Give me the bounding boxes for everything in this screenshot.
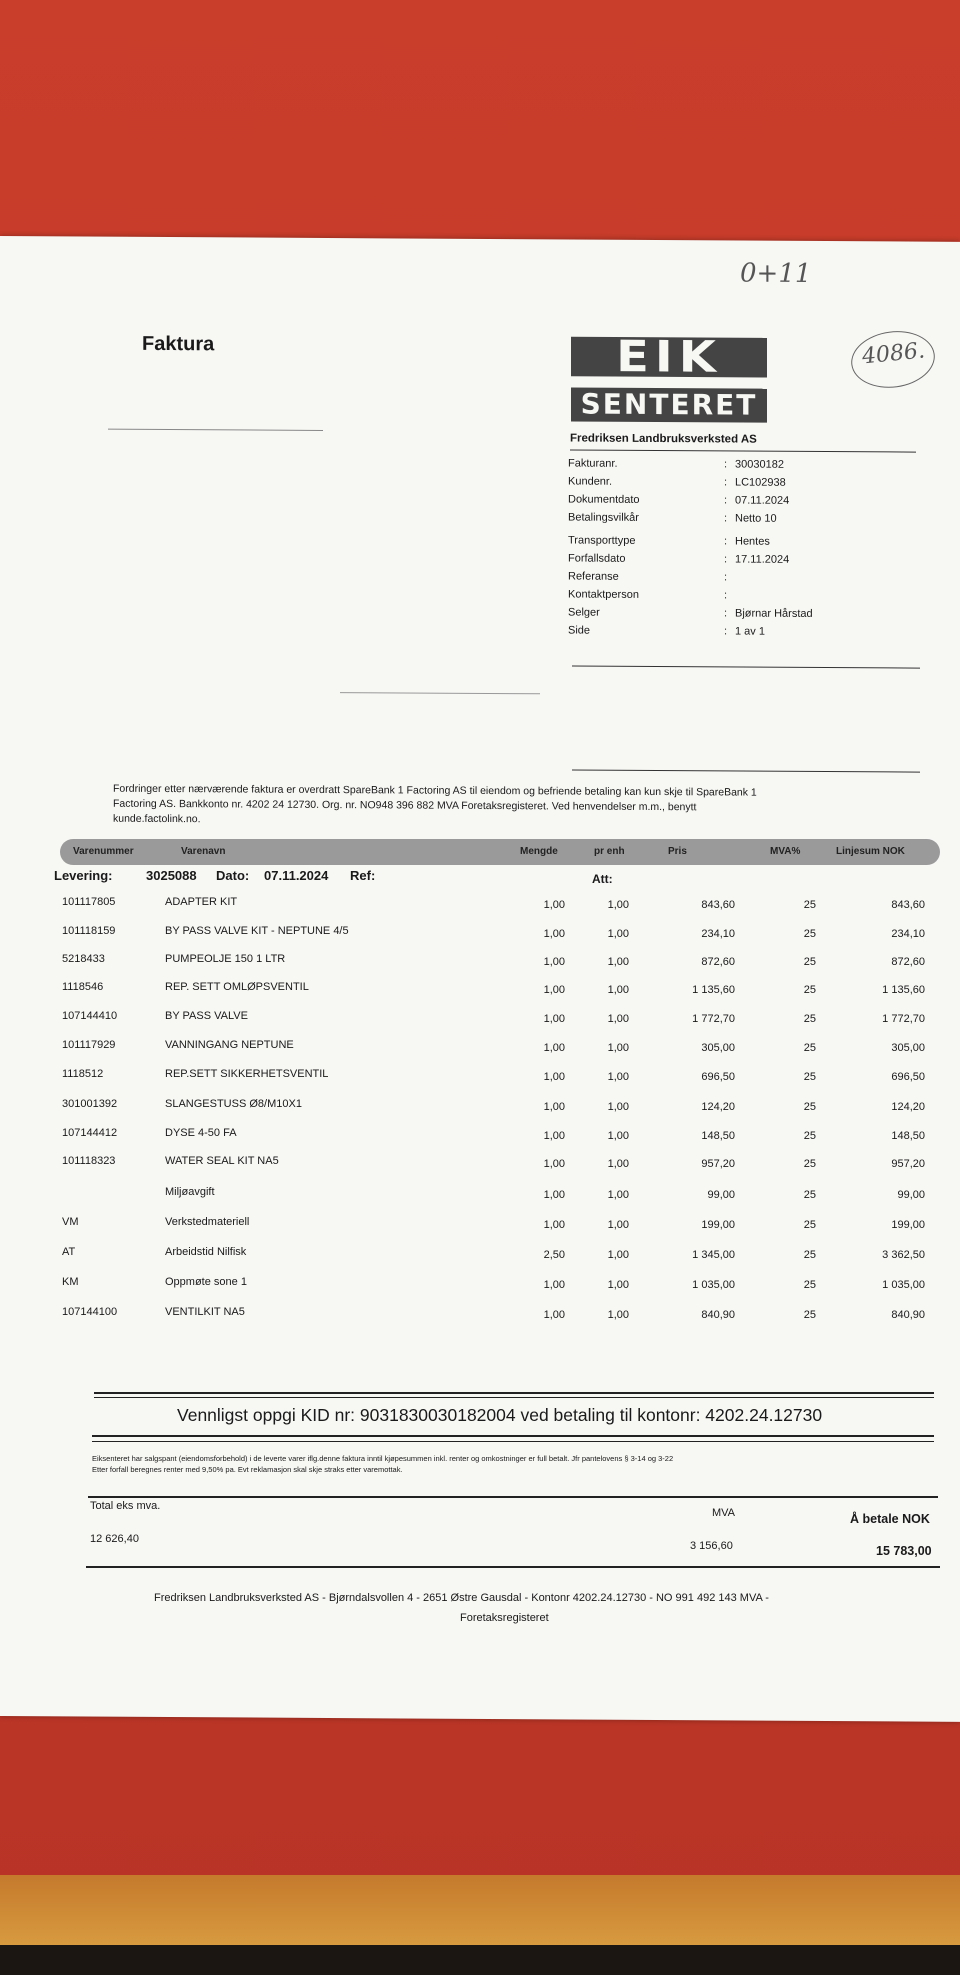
meta-label: Dokumentdato [568, 493, 640, 506]
amount-due-label: Å betale NOK [850, 1512, 930, 1526]
kid-rule-bottom [92, 1435, 934, 1437]
cell-mva: 25 [803, 1219, 816, 1231]
cell-mengde: 1,00 [543, 928, 565, 940]
cell-varenavn: DYSE 4-50 FA [165, 1127, 237, 1139]
invoice-sheet [0, 236, 960, 1722]
totals-rule-bottom [86, 1566, 940, 1568]
cell-pr-enh: 1,00 [607, 1013, 629, 1025]
footer-line-1: Fredriksen Landbruksverksted AS - Bjørndalsvollen 4 - 2651 Østre Gausdal - Kontonr 4202.24.12730 - NO 991 492 143 MVA - [154, 1592, 769, 1604]
cell-mengde: 1,00 [543, 1130, 565, 1142]
cell-mengde: 1,00 [543, 1042, 565, 1054]
cell-pr-enh: 1,00 [607, 928, 629, 940]
kid-rule-bottom-2 [92, 1441, 934, 1442]
cell-linjesum: 1 035,00 [882, 1279, 925, 1291]
cell-pr-enh: 1,00 [607, 1189, 629, 1201]
cell-pris: 957,20 [701, 1158, 735, 1170]
cell-pr-enh: 1,00 [607, 1071, 629, 1083]
cell-pris: 99,00 [707, 1189, 735, 1201]
meta-colon: : [724, 625, 728, 638]
cell-varenummer: VM [62, 1216, 79, 1228]
cell-varenummer: 107144100 [62, 1306, 118, 1318]
factoring-notice-line-1: Fordringer etter nærværende faktura er overdratt SpareBank 1 Factoring AS til eiendom og befriende betaling kan kun skje til SpareBank 1 [113, 782, 757, 799]
desk-edge [0, 1875, 960, 1945]
cell-pr-enh: 1,00 [607, 1249, 629, 1261]
delivery-date-label: Dato: [216, 868, 250, 883]
cell-linjesum: 843,60 [891, 899, 925, 911]
col-mva-pct: MVA% [770, 846, 801, 857]
cell-varenavn: REP. SETT OMLØPSVENTIL [165, 981, 309, 993]
factoring-notice-line-2: Factoring AS. Bankkonto nr. 4202 24 12730. Org. nr. NO948 396 882 MVA Foretaksregisteret. Ved henvendelser m.m., benytt [113, 797, 697, 814]
totals-rule-top [88, 1496, 938, 1498]
cell-mengde: 1,00 [543, 1279, 565, 1291]
cell-varenummer: 1118512 [62, 1068, 104, 1080]
cell-pris: 148,50 [701, 1130, 735, 1142]
cell-linjesum: 872,60 [891, 956, 925, 968]
seller-name: Fredriksen Landbruksverksted AS [570, 432, 757, 446]
delivery-label: Levering: [54, 868, 113, 883]
total-ex-vat-value: 12 626,40 [90, 1533, 139, 1545]
cell-mengde: 1,00 [543, 956, 565, 968]
cell-pris: 234,10 [701, 928, 735, 940]
col-mengde: Mengde [520, 846, 558, 857]
cell-varenummer: 5218433 [62, 953, 105, 965]
cell-mva: 25 [803, 1013, 816, 1025]
cell-pr-enh: 1,00 [607, 956, 629, 968]
cell-pr-enh: 1,00 [607, 899, 629, 911]
meta-label: Forfallsdato [568, 552, 626, 565]
delivery-date: 07.11.2024 [264, 868, 329, 883]
meta-colon: : [724, 476, 728, 489]
cell-mva: 25 [803, 1249, 816, 1261]
meta-rule [572, 665, 920, 668]
cell-varenummer: AT [62, 1246, 76, 1258]
cell-linjesum: 99,00 [897, 1189, 925, 1201]
meta-colon: : [724, 607, 728, 620]
cell-pr-enh: 1,00 [607, 1279, 629, 1291]
meta-colon: : [724, 512, 728, 525]
cell-varenavn: Arbeidstid Nilfisk [165, 1246, 247, 1258]
cell-mva: 25 [803, 1101, 816, 1113]
vat-label: MVA [712, 1507, 736, 1519]
cell-varenavn: REP.SETT SIKKERHETSVENTIL [165, 1068, 329, 1080]
col-varenavn: Varenavn [181, 846, 226, 857]
cell-linjesum: 1 772,70 [882, 1013, 925, 1025]
total-ex-vat-label: Total eks mva. [90, 1500, 161, 1512]
cell-varenummer: 301001392 [62, 1098, 118, 1110]
cell-mva: 25 [803, 1071, 816, 1083]
cell-linjesum: 696,50 [891, 1071, 925, 1083]
cell-varenummer: 101117805 [62, 896, 116, 908]
cell-mva: 25 [803, 1042, 816, 1054]
cell-varenavn: ADAPTER KIT [165, 896, 238, 908]
kid-instruction: Vennligst oppgi KID nr: 9031830030182004 ved betaling til kontonr: 4202.24.12730 [177, 1405, 823, 1425]
col-pr-enh: pr enh [594, 846, 625, 857]
meta-value: 30030182 [735, 458, 784, 471]
col-pris: Pris [668, 846, 687, 857]
cell-linjesum: 199,00 [891, 1219, 925, 1231]
seller-rule [570, 449, 916, 452]
cell-mva: 25 [803, 899, 816, 911]
cell-linjesum: 124,20 [891, 1101, 925, 1113]
address-rule [108, 429, 323, 431]
meta-colon: : [724, 458, 728, 471]
cell-pr-enh: 1,00 [607, 984, 629, 996]
meta-rule-2 [572, 769, 920, 772]
eik-logo-wordmark: EIK [571, 337, 767, 378]
cell-mva: 25 [803, 1189, 816, 1201]
cell-mengde: 1,00 [543, 984, 565, 996]
cell-linjesum: 305,00 [891, 1042, 925, 1054]
cell-pris: 1 345,00 [692, 1249, 735, 1261]
cell-linjesum: 840,90 [891, 1309, 925, 1321]
cell-varenummer: 107144412 [62, 1127, 118, 1139]
cell-varenummer: 101117929 [62, 1039, 116, 1051]
meta-label: Fakturanr. [568, 457, 618, 470]
meta-label: Kontaktperson [568, 588, 639, 601]
fine-print-line-2: Etter forfall beregnes renter med 9,50% pa. Evt reklamasjon skal skje straks etter varemottak. [92, 1465, 403, 1474]
kid-rule-top-2 [94, 1397, 934, 1398]
meta-colon: : [724, 553, 728, 566]
cell-pr-enh: 1,00 [607, 1042, 629, 1054]
cell-linjesum: 234,10 [891, 928, 925, 940]
cell-varenavn: Oppmøte sone 1 [165, 1276, 247, 1288]
cell-mengde: 1,00 [543, 1013, 565, 1025]
fine-print-line-1: Eiksenteret har salgspant (eiendomsforbehold) i de leverte varer iflg.denne faktura inntil kjøpesummen inkl. renter og omkostninger er full betalt. Jfr pantelovens § 3-14 og 3-22 [92, 1454, 674, 1463]
cell-mva: 25 [803, 1279, 816, 1291]
meta-colon: : [724, 589, 728, 602]
cell-mva: 25 [803, 1158, 816, 1170]
meta-value: 17.11.2024 [735, 553, 790, 566]
cell-pris: 843,60 [701, 899, 735, 911]
cell-pr-enh: 1,00 [607, 1130, 629, 1142]
cell-linjesum: 957,20 [891, 1158, 925, 1170]
col-varenummer: Varenummer [73, 846, 134, 857]
cell-varenummer: 101118159 [62, 925, 116, 937]
cell-pr-enh: 1,00 [607, 1158, 629, 1170]
delivery-att-label: Att: [592, 872, 613, 886]
cell-mengde: 1,00 [543, 1219, 565, 1231]
cell-pris: 1 035,00 [692, 1279, 735, 1291]
cell-varenavn: Miljøavgift [165, 1186, 215, 1198]
cell-mengde: 1,00 [543, 1071, 565, 1083]
cell-pris: 1 135,60 [692, 984, 735, 996]
meta-colon: : [724, 535, 728, 548]
cell-mva: 25 [803, 956, 816, 968]
cell-pris: 872,60 [701, 956, 735, 968]
handwritten-note: 0+11 [740, 258, 812, 289]
meta-label: Referanse [568, 570, 619, 583]
cell-varenummer: 101118323 [62, 1155, 116, 1167]
floor-shadow [0, 1945, 960, 1975]
meta-label: Betalingsvilkår [568, 511, 639, 524]
cell-varenavn: WATER SEAL KIT NA5 [165, 1155, 279, 1167]
factoring-notice-line-3: kunde.factolink.no. [113, 812, 201, 826]
cell-varenavn: VANNINGANG NEPTUNE [165, 1039, 294, 1051]
meta-value: Hentes [735, 535, 770, 548]
meta-value: 07.11.2024 [735, 494, 790, 507]
cell-mengde: 2,50 [543, 1249, 565, 1261]
cell-varenavn: VENTILKIT NA5 [165, 1306, 245, 1318]
cell-pris: 696,50 [701, 1071, 735, 1083]
cell-pr-enh: 1,00 [607, 1219, 629, 1231]
cell-varenavn: BY PASS VALVE [165, 1010, 248, 1022]
vat-value: 3 156,60 [690, 1540, 733, 1552]
cell-mengde: 1,00 [543, 899, 565, 911]
cell-mva: 25 [803, 1309, 816, 1321]
cell-pris: 840,90 [701, 1309, 735, 1321]
cell-pris: 124,20 [701, 1101, 735, 1113]
meta-label: Transporttype [568, 534, 636, 547]
cell-linjesum: 148,50 [891, 1130, 925, 1142]
cell-varenavn: BY PASS VALVE KIT - NEPTUNE 4/5 [165, 925, 349, 937]
cell-mengde: 1,00 [543, 1309, 565, 1321]
meta-value: Bjørnar Hårstad [735, 607, 813, 620]
meta-value: Netto 10 [735, 512, 777, 525]
faint-rule [340, 692, 540, 694]
delivery-number: 3025088 [146, 868, 197, 883]
handwritten-circled-number: 4086. [860, 338, 927, 370]
cell-mengde: 1,00 [543, 1158, 565, 1170]
cell-mengde: 1,00 [543, 1189, 565, 1201]
footer-line-2: Foretaksregisteret [460, 1612, 549, 1624]
cell-pris: 305,00 [701, 1042, 735, 1054]
cell-varenummer: KM [62, 1276, 79, 1288]
meta-colon: : [724, 494, 728, 507]
amount-due-value: 15 783,00 [876, 1544, 932, 1558]
meta-label: Kundenr. [568, 475, 613, 488]
cell-mengde: 1,00 [543, 1101, 565, 1113]
cell-pr-enh: 1,00 [607, 1309, 629, 1321]
meta-label: Selger [568, 606, 600, 619]
cell-mva: 25 [803, 984, 816, 996]
meta-colon: : [724, 571, 728, 584]
meta-value: 1 av 1 [735, 625, 765, 638]
cell-linjesum: 1 135,60 [882, 984, 925, 996]
cell-pr-enh: 1,00 [607, 1101, 629, 1113]
senteret-logo-wordmark: SENTERET [571, 387, 767, 422]
cell-varenavn: Verkstedmateriell [165, 1216, 250, 1228]
cell-varenavn: PUMPEOLJE 150 1 LTR [165, 953, 286, 965]
col-linjesum: Linjesum NOK [836, 846, 905, 857]
cell-mva: 25 [803, 1130, 816, 1142]
cell-pris: 199,00 [701, 1219, 735, 1231]
cell-linjesum: 3 362,50 [882, 1249, 925, 1261]
cell-pris: 1 772,70 [692, 1013, 735, 1025]
meta-value: LC102938 [735, 476, 786, 489]
cell-varenummer: 1118546 [62, 981, 104, 993]
kid-rule-top [94, 1392, 934, 1394]
delivery-ref-label: Ref: [350, 868, 376, 883]
cell-mva: 25 [803, 928, 816, 940]
cell-varenummer: 107144410 [62, 1010, 118, 1022]
page-title: Faktura [142, 332, 215, 356]
cell-varenavn: SLANGESTUSS Ø8/M10X1 [165, 1098, 302, 1110]
meta-label: Side [568, 624, 591, 637]
